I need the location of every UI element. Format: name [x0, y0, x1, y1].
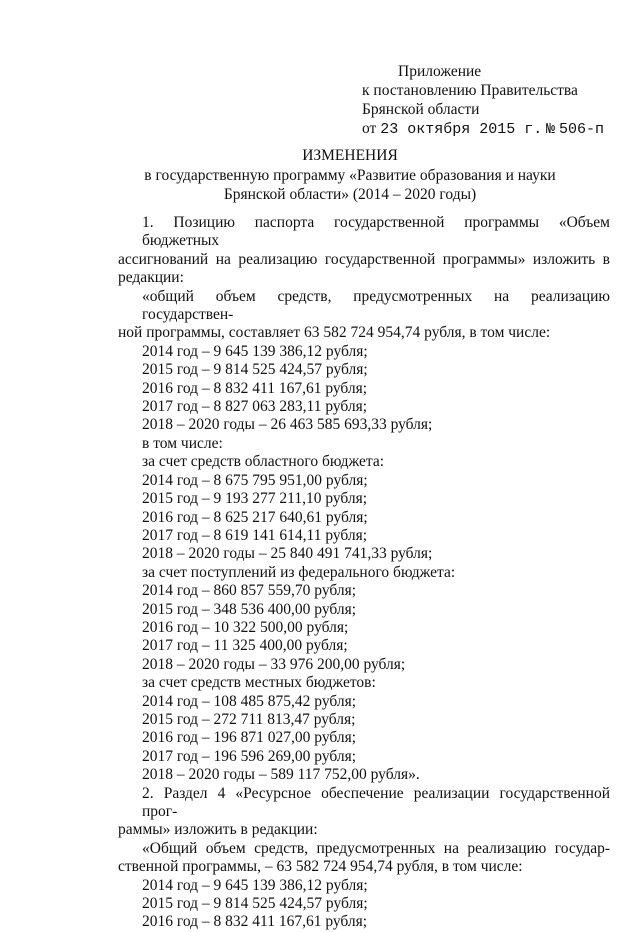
heading-line-1: в государственную программу «Развитие образования и науки	[144, 166, 556, 184]
section2-total-list	[118, 877, 610, 932]
section2-intro-line-2: раммы» изложить в редакции:	[118, 821, 318, 839]
decree-number: 506-п	[559, 121, 605, 138]
list-item: 2018 – 2020 годы – 25 840 491 741,33 рубля;	[142, 545, 433, 563]
section1-intro-line-2: ассигнований на реализацию государственной программы» изложить в	[118, 250, 610, 268]
list-item: 2014 год – 108 485 875,42 рубля;	[142, 692, 357, 710]
list-item: 2018 – 2020 годы – 26 463 585 693,33 рубля;	[142, 416, 433, 434]
list-item: 2017 год – 8 619 141 614,11 рубля;	[142, 526, 368, 544]
list-item: 2016 год – 10 322 500,00 рубля;	[142, 618, 349, 636]
decree-date: 23 октября 2015 г.	[380, 121, 543, 138]
document-heading	[0, 146, 640, 205]
list-item: 2014 год – 9 645 139 386,12 рубля;	[142, 876, 368, 894]
appendix-date-line	[362, 119, 604, 139]
list-item: 2014 год – 8 675 795 951,00 рубля;	[142, 471, 368, 489]
federal-budget-label: за счет поступлений из федерального бюджета:	[142, 563, 456, 581]
local-budget-label: за счет средств местных бюджетов:	[142, 674, 376, 692]
list-item: 2015 год – 348 536 400,00 рубля;	[142, 600, 357, 618]
list-item: 2014 год – 860 857 559,70 рубля;	[142, 582, 357, 600]
including-label: в том числе:	[142, 434, 223, 452]
list-item: 2015 год – 9 814 525 424,57 рубля;	[142, 895, 368, 913]
regional-budget-label: за счет средств областного бюджета:	[142, 453, 385, 471]
section1-intro-line-1: 1. Позицию паспорта государственной программы «Объем бюджетных	[142, 214, 610, 250]
section1-quote-line-1: «общий объем средств, предусмотренных на реализацию государствен-	[142, 287, 610, 324]
list-item: 2015 год – 9 814 525 424,57 рубля;	[142, 361, 368, 379]
list-item: 2017 год – 11 325 400,00 рубля;	[142, 637, 348, 655]
list-item: 2015 год – 272 711 813,47 рубля;	[142, 710, 356, 728]
list-item: 2014 год – 9 645 139 386,12 рубля;	[142, 342, 368, 360]
appendix-line-2: Брянской области	[362, 101, 480, 118]
list-item: 2018 – 2020 годы – 589 117 752,00 рубля».	[142, 766, 420, 784]
list-item: 2016 год – 8 625 217 640,61 рубля;	[142, 508, 368, 526]
list-item: 2015 год – 9 193 277 211,10 рубля;	[142, 490, 368, 508]
list-item: 2018 – 2020 годы – 33 976 200,00 рубля;	[142, 655, 406, 673]
heading-line-2: Брянской области» (2014 – 2020 годы)	[223, 186, 477, 203]
appendix-title: Приложение	[398, 63, 482, 80]
heading-title: ИЗМЕНЕНИЯ	[302, 147, 398, 164]
section1-total-list	[118, 343, 610, 785]
section2-quote-line-1: «Общий объем средств, предусмотренных на реализацию государ-	[142, 839, 610, 857]
list-item: 2016 год – 8 832 411 167,61 рубля;	[142, 379, 368, 397]
number-prefix: №	[546, 121, 556, 138]
date-prefix: от	[362, 120, 377, 137]
list-item: 2016 год – 8 832 411 167,61 рубля;	[142, 913, 368, 931]
section1-quote-line-2: ной программы, составляет 63 582 724 954,74 рубля, в том числе:	[118, 324, 551, 342]
list-item: 2016 год – 196 871 027,00 рубля;	[142, 729, 357, 747]
section1-intro-line-3: редакции:	[118, 269, 184, 287]
list-item: 2017 год – 8 827 063 283,11 рубля;	[142, 398, 368, 416]
section2-quote-line-2: ственной программы, – 63 582 724 954,74 рубля, в том числе:	[118, 858, 523, 876]
appendix-line-1: к постановлению Правительства	[362, 82, 578, 99]
document-body	[118, 214, 610, 932]
section2-intro-line-1: 2. Раздел 4 «Ресурсное обеспечение реализации государственной прог-	[142, 784, 610, 820]
appendix-block	[362, 62, 604, 139]
list-item: 2017 год – 196 596 269,00 рубля;	[142, 747, 357, 765]
